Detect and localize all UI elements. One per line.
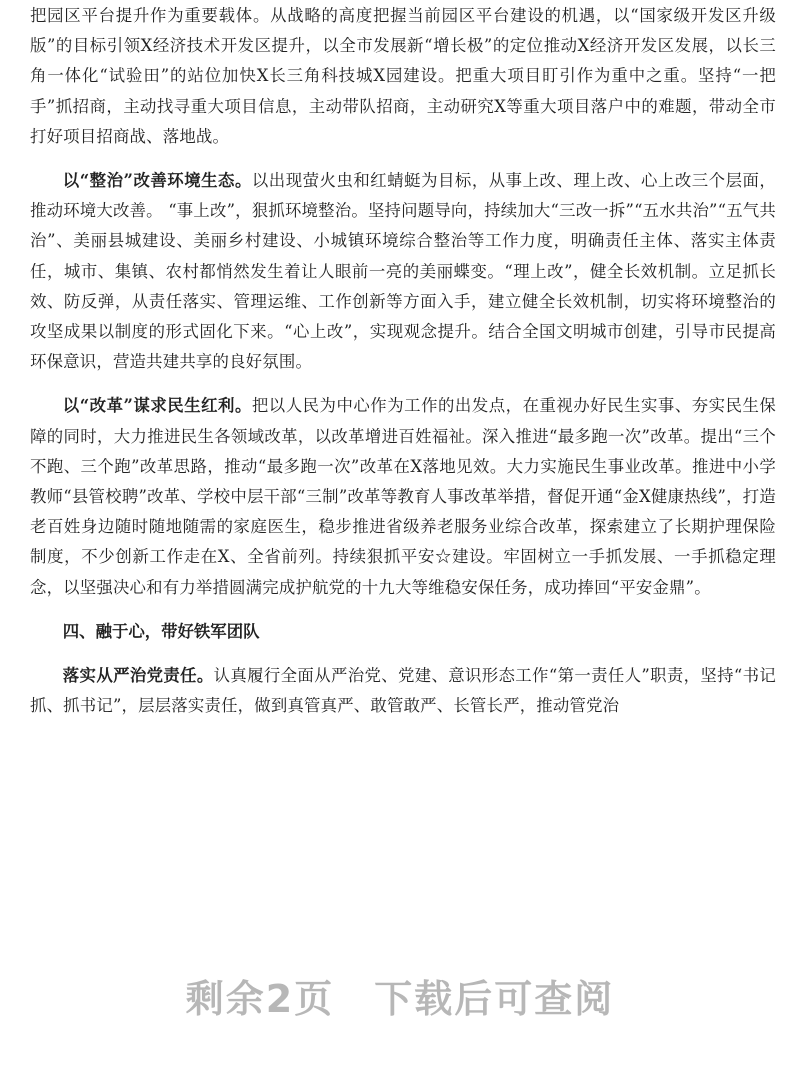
paragraph-text: 以出现萤火虫和红蜻蜓为目标，从事上改、理上改、心上改三个层面，推动环境大改善。 “事上改”，狠抓环境整治。坚持问题导向，持续加大“三改一拆”“五水共治”“五气共治”、美丽县城建设、美丽乡村建设、小城镇环境综合整治等工作力度，明确责任主体、落实主体责任，城市、集镇、农村都悄然发生着让人眼前一亮的美丽蝶变。“理上改”，健全长效机制。立足抓长效、防反弹，从责任落实、管理运维、工作创新等方面入手，建立健全长效机制，切实将环境整治的攻坚成果以制度的形式固化下来。“心上改”，实现观念提升。结合全国文明城市创建，引导市民提高环保意识，营造共建共享的良好氛围。: [30, 171, 776, 372]
paragraph-text: 认真履行全面从严治党、党建、意识形态工作“第一责任人”职责，坚持“书记抓、抓书记”，层层落实责任，做到真管真严、敢管敢严、长管长严，推动管党治: [30, 666, 776, 716]
paragraph-park-platform: [30, 1, 776, 152]
remaining-pages-watermark: 剩余2页 下载后可查阅: [185, 977, 615, 1021]
paragraph-environment: [30, 166, 776, 377]
paragraph-lead: 以“整治”改善环境生态。: [62, 171, 252, 191]
paragraph-text: 把以人民为中心作为工作的出发点，在重视办好民生实事、夯实民生保障的同时，大力推进民生各领域改革，以改革增进百姓福祉。深入推进“最多跑一次”改革。提出“三个不跑、三个跑”改革思路，推动“最多跑一次”改革在X落地见效。大力实施民生事业改革。推进中小学教师“县管校聘”改革、学校中层干部“三制”改革等教育人事改革举措，督促开通“金X健康热线”，打造老百姓身边随时随地随需的家庭医生，稳步推进省级养老服务业综合改革，探索建立了长期护理保险制度，不少创新工作走在X、全省前列。持续狠抓平安☆建设。牢固树立一手抓发展、一手抓稳定理念，以坚强决心和有力举措圆满完成护航党的十九大等维稳安保任务，成功捧回“平安金鼎”。: [30, 396, 776, 597]
paragraph-lead: 落实从严治党责任。: [62, 666, 214, 686]
document-page: [30, 0, 776, 721]
paragraph-lead: 以“改革”谋求民生红利。: [62, 396, 252, 416]
paragraph-text: 把园区平台提升作为重要载体。从战略的高度把握当前园区平台建设的机遇，以“国家级开发区升级版”的目标引领X经济技术开发区提升，以全市发展新“增长极”的定位推动X经济开发区发展，以长三角一体化“试验田”的站位加快X长三角科技城X园建设。把重大项目盯引作为重中之重。坚持“一把手”抓招商，主动找寻重大项目信息，主动带队招商，主动研究X等重大项目落户中的难题，带动全市打好项目招商战、落地战。: [30, 6, 776, 146]
section-heading: 四、融于心，带好铁军团队: [62, 621, 260, 641]
paragraph-reform: [30, 391, 776, 602]
paragraph-party-discipline: [30, 661, 776, 721]
